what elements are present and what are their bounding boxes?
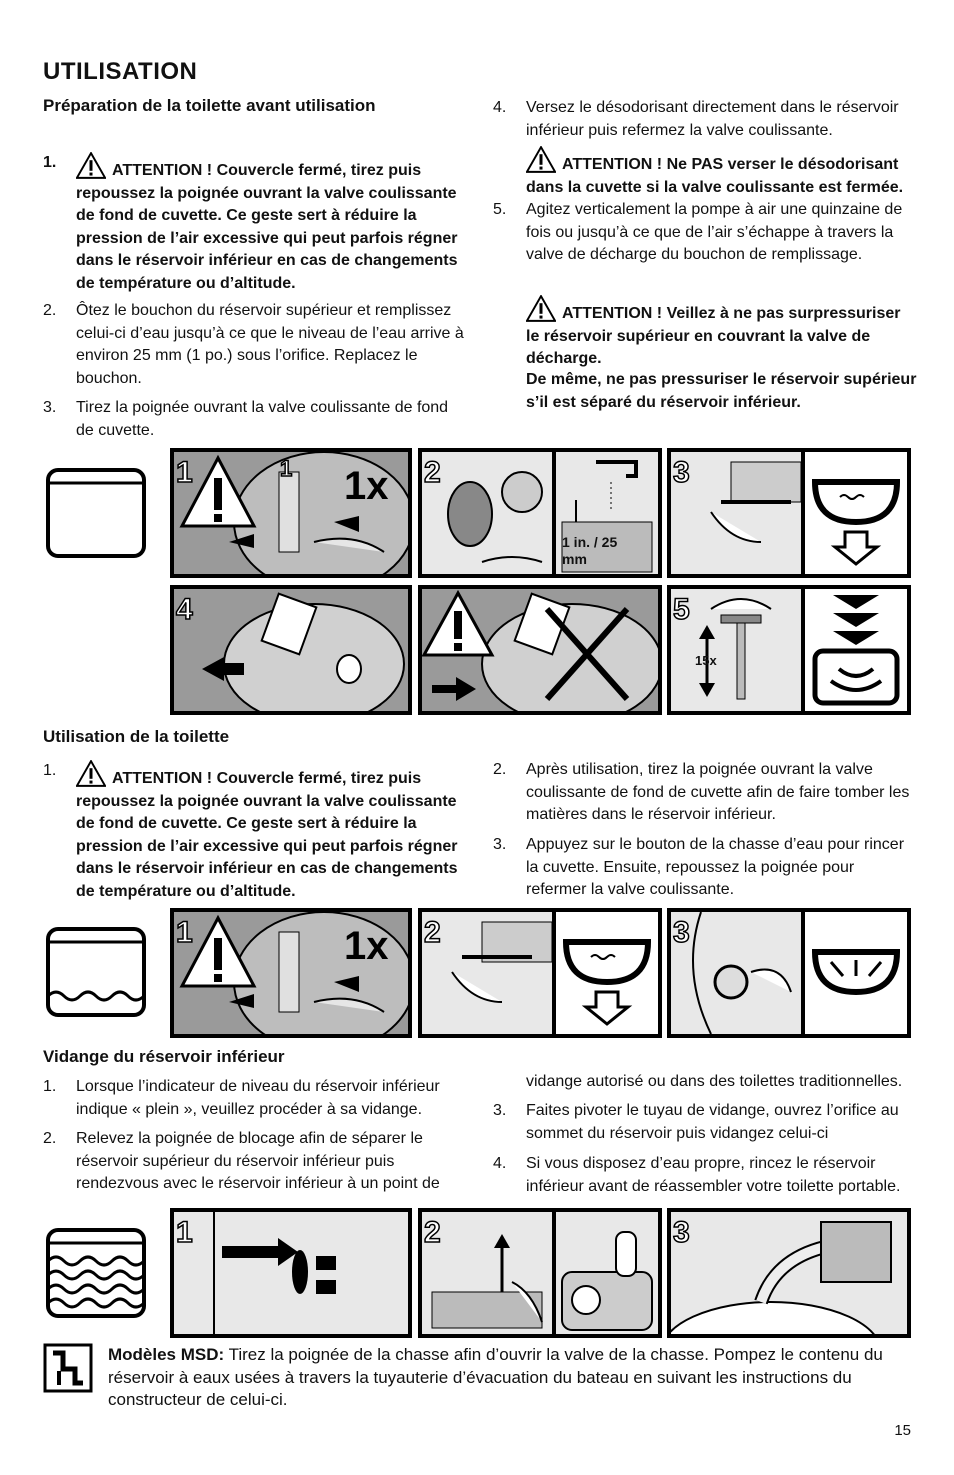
page-number: 15 [894, 1422, 911, 1439]
item-number: 2. [43, 1130, 57, 1147]
item-text: Versez le désodorisant directement dans le réservoir inférieur puis refermez la valve coulissante. [526, 99, 899, 139]
section1-heading: Préparation de la toilette avant utilisation [43, 96, 376, 115]
section1-item-2 [43, 300, 468, 390]
section1-item-3 [43, 397, 468, 442]
figure1-step2 [418, 448, 662, 578]
step-number: 5 [673, 593, 690, 626]
figure1-step4 [170, 585, 412, 715]
figure3-step3 [667, 1208, 911, 1338]
step-number: 1 [176, 1216, 193, 1249]
item-text: Ôtez le bouchon du réservoir supérieur et remplissez celui-ci d’eau jusqu’à ce que le niveau de l’eau arrive à environ 25 mm (1 po.) sous l’orifice. Replacez le bouchon. [76, 302, 464, 387]
section1-warning-4 [493, 146, 918, 199]
figure3-step1 [170, 1208, 412, 1338]
repeat-count: 1x [344, 464, 389, 508]
arrow-label: 1 [280, 456, 293, 481]
section1-item-5 [493, 199, 918, 267]
step-number: 1 [176, 916, 193, 949]
handle-pull-illustration [422, 912, 552, 1034]
pressure-icon [805, 589, 907, 711]
do-not-pour-illustration [422, 589, 658, 711]
item-number: 3. [43, 399, 57, 416]
page-title: UTILISATION [43, 58, 198, 85]
section1-item-4 [493, 97, 918, 142]
step-number: 2 [424, 916, 441, 949]
section2-heading: Utilisation de la toilette [43, 727, 230, 746]
step-number: 2 [424, 456, 441, 489]
fill-level-label: 1 in. / 25 mm [562, 534, 618, 567]
section3-heading: Vidange du réservoir inférieur [43, 1047, 285, 1066]
item-text: Faites pivoter le tuyau de vidange, ouvrez l’orifice au sommet du réservoir puis vidangez celui-ci [526, 1102, 899, 1142]
section3-item-1 [43, 1076, 468, 1121]
item-text: Appuyez sur le bouton de la chasse d’eau pour rincer la cuvette. Ensuite, repoussez la poignée pour refermer la valve coulissante. [526, 836, 905, 898]
item-text: ATTENTION ! Couvercle fermé, tirez puis repoussez la poignée ouvrant la valve coulissante de fond de cuvette. Ce geste sert à réduire la pression de l’air excessive qui peut parfois régner dans le réservoir inférieur en cas de changements de température ou d’altitude. [76, 770, 458, 900]
msd-label: Modèles MSD: [108, 1345, 225, 1364]
step-number: 2 [424, 1216, 441, 1249]
pump-count-label: 15x [695, 653, 717, 668]
section2-item-3 [493, 834, 918, 902]
item-number: 1. [43, 1078, 57, 1095]
warning-icon [76, 760, 106, 787]
section3-item-4 [493, 1153, 918, 1198]
bowl-open-icon [805, 452, 907, 574]
item-text: De même, ne pas pressuriser le réservoir supérieur s’il est séparé du réservoir inférieur. [526, 371, 917, 411]
bowl-drop-icon [556, 912, 658, 1034]
flush-button-illustration [671, 912, 801, 1034]
item-text: ATTENTION ! Veillez à ne pas surpressuriser le réservoir supérieur en couvrant la valve de décharge. [526, 305, 901, 367]
item-text: Lorsque l’indicateur de niveau du réservoir inférieur indique « plein », veuillez procéder à sa vidange. [76, 1078, 440, 1118]
bowl-rinse-icon [805, 912, 907, 1034]
item-text: Après utilisation, tirez la poignée ouvrant la valve coulissante de fond de cuvette afin de faire tomber les matières dans le réservoir inférieur. [526, 761, 910, 823]
plumbing-icon [43, 1343, 93, 1393]
figure2-step1 [170, 908, 412, 1038]
figure1-warning-panel [418, 585, 662, 715]
latch-release-illustration [422, 1212, 552, 1334]
item-number: 1. [43, 154, 57, 171]
item-number: 4. [493, 1155, 507, 1172]
handle-pull-illustration [671, 452, 801, 574]
cap-illustration [422, 452, 552, 574]
step-number: 3 [673, 1216, 690, 1249]
step-number: 4 [176, 593, 193, 626]
item-number: 3. [493, 836, 507, 853]
item-text: Si vous disposez d’eau propre, rincez le réservoir inférieur avant de réassembler votre toilette portable. [526, 1155, 901, 1195]
step-number: 3 [673, 916, 690, 949]
item-text: ATTENTION ! Couvercle fermé, tirez puis repoussez la poignée ouvrant la valve coulissante de fond de cuvette. Ce geste sert à réduire la pression de l’air excessive qui peut parfois régner dans le réservoir inférieur en cas de changements de température ou d’altitude. [76, 162, 458, 292]
warning-icon [76, 152, 106, 179]
figure2-step3 [667, 908, 911, 1038]
warning-icon [526, 295, 556, 322]
item-number: 3. [493, 1102, 507, 1119]
item-number: 2. [43, 302, 57, 319]
section1-note [493, 369, 918, 414]
repeat-count: 1x [344, 924, 389, 968]
section1-warning-5 [493, 295, 918, 371]
section1-item-1 [43, 152, 468, 295]
item-number: 2. [493, 761, 507, 778]
tank-empty-icon [45, 467, 147, 559]
lower-tank-illustration [556, 1212, 658, 1334]
figure3-step2 [418, 1208, 662, 1338]
item-number: 5. [493, 201, 507, 218]
level-indicator-illustration [174, 1212, 408, 1334]
step-number: 3 [673, 456, 690, 489]
msd-text: Tirez la poignée de la chasse afin d’ouvrir la valve de la chasse. Pompez le contenu du réservoir à eaux usées à travers la tuyauterie d’évacuation du bateau en suivant les instructions du constructeur de celui-ci. [108, 1345, 883, 1409]
tank-full-icon [45, 1227, 147, 1319]
figure1-step1 [170, 448, 412, 578]
section2-item-2 [493, 759, 918, 827]
section3-item-2-cont [493, 1071, 918, 1094]
tank-partial-icon [45, 926, 147, 1018]
step-number: 1 [176, 456, 193, 489]
pump-illustration [671, 589, 801, 711]
item-text: Relevez la poignée de blocage afin de séparer le réservoir supérieur du réservoir inférieur puis rendezvous avec le réservoir inférieur à un point de [76, 1130, 440, 1192]
section2-item-1 [43, 760, 468, 903]
section3-item-3 [493, 1100, 918, 1145]
item-number: 4. [493, 99, 507, 116]
item-text: Agitez verticalement la pompe à air une quinzaine de fois ou jusqu’à ce que de l’air s’échappe à travers la valve de décharge du bouchon de remplissage. [526, 201, 903, 263]
warning-icon [526, 146, 556, 173]
figure2-step2 [418, 908, 662, 1038]
section3-item-2 [43, 1128, 468, 1196]
drain-hose-illustration [671, 1212, 907, 1334]
figure1-step5 [667, 585, 911, 715]
msd-note [108, 1344, 908, 1412]
item-text: ATTENTION ! Ne PAS verser le désodorisant dans la cuvette si la valve coulissante est fermée. [526, 156, 904, 196]
item-text: vidange autorisé ou dans des toilettes traditionnelles. [526, 1073, 903, 1090]
item-number: 1. [43, 762, 57, 779]
deodorant-pour-illustration [174, 589, 408, 711]
figure1-step3 [667, 448, 911, 578]
item-text: Tirez la poignée ouvrant la valve coulissante de fond de cuvette. [76, 399, 449, 439]
